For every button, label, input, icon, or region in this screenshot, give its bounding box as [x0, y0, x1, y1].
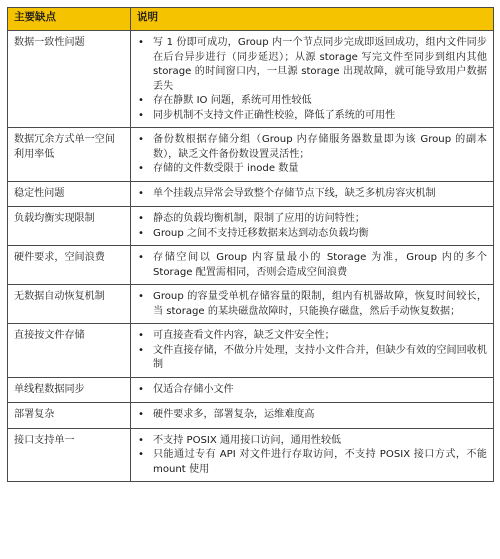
- bullet-icon: •: [138, 95, 144, 106]
- bullet-text: 存储的文件数受限于 inode 数量: [153, 163, 299, 174]
- defect-name: 数据冗余方式单一空间利用率低: [8, 128, 131, 182]
- defect-description: [131, 377, 494, 403]
- table-row: [8, 403, 494, 429]
- table-row: [8, 377, 494, 403]
- defect-name: 稳定性问题: [8, 181, 131, 207]
- table-row: [8, 324, 494, 378]
- defect-name: 硬件要求，空间浪费: [8, 246, 131, 285]
- bullet-icon: •: [138, 213, 144, 224]
- bullet-item: [133, 408, 487, 423]
- bullet-icon: •: [138, 291, 144, 302]
- bullet-item: [133, 109, 487, 124]
- bullet-text: 文件直接存储，不做分片处理，支持小文件合并，但缺少有效的空间回收机制: [153, 344, 487, 370]
- bullet-text: 同步机制不支持文件正确性校验，降低了系统的可用性: [153, 109, 396, 121]
- defect-name: 数据一致性问题: [8, 31, 131, 128]
- bullet-icon: •: [138, 227, 144, 239]
- table-row: [8, 428, 494, 482]
- bullet-list: [133, 434, 487, 478]
- defects-table-container: [7, 7, 493, 482]
- bullet-text: 备份数根据存储分组（Group 内存储服务器数量即为该 Group 的副本数），缺乏文件备份数设置灵活性；: [153, 134, 487, 160]
- bullet-item: [133, 448, 487, 477]
- table-row: [8, 128, 494, 182]
- defect-description: [131, 428, 494, 482]
- table-row: [8, 31, 494, 128]
- bullet-text: 硬件要求多，部署复杂，运维难度高: [153, 409, 315, 420]
- bullet-text: Group 之间不支持迁移数据来达到动态负载均衡: [153, 227, 369, 239]
- bullet-icon: •: [138, 163, 144, 174]
- defect-name: 负载均衡实现限制: [8, 207, 131, 246]
- bullet-icon: •: [138, 434, 144, 446]
- bullet-item: [133, 94, 487, 109]
- bullet-list: [133, 329, 487, 373]
- bullet-item: [133, 227, 487, 242]
- bullet-text: 静态的负载均衡机制，限制了应用的访问特性；: [153, 213, 365, 224]
- bullet-item: [133, 187, 487, 202]
- bullet-item: [133, 329, 487, 344]
- bullet-text: 存在静默 IO 问题，系统可用性较低: [153, 95, 312, 106]
- bullet-text: 不支持 POSIX 通用接口访问，通用性较低: [153, 434, 342, 446]
- bullet-icon: •: [138, 383, 144, 395]
- bullet-list: [133, 251, 487, 280]
- bullet-icon: •: [138, 37, 144, 48]
- bullet-text: 可直接查看文件内容，缺乏文件安全性；: [153, 330, 335, 341]
- bullet-item: [133, 290, 487, 319]
- bullet-item: [133, 133, 487, 162]
- bullet-icon: •: [138, 344, 144, 356]
- bullet-icon: •: [138, 330, 144, 341]
- bullet-list: [133, 383, 487, 398]
- bullet-item: [133, 434, 487, 449]
- defect-name: 部署复杂: [8, 403, 131, 429]
- bullet-icon: •: [138, 109, 144, 121]
- bullet-text: 只能通过专有 API 对文件进行存取访问，不支持 POSIX 接口方式，不能 mount 使用: [153, 449, 487, 475]
- defects-table: [7, 7, 494, 482]
- defect-description: [131, 285, 494, 324]
- bullet-list: [133, 290, 487, 319]
- bullet-item: [133, 383, 487, 398]
- defect-name: 接口支持单一: [8, 428, 131, 482]
- bullet-text: 单个挂载点异常会导致整个存储节点下线，缺乏多机房容灾机制: [153, 187, 436, 199]
- defect-description: [131, 181, 494, 207]
- bullet-icon: •: [138, 409, 144, 420]
- defect-description: [131, 128, 494, 182]
- bullet-item: [133, 251, 487, 280]
- bullet-list: [133, 187, 487, 202]
- bullet-item: [133, 344, 487, 373]
- defect-name: 直接按文件存储: [8, 324, 131, 378]
- bullet-text: 存储空间以 Group 内容量最小的 Storage 为准，Group 内的多个 Storage 配置需相同，否则会造成空间浪费: [153, 252, 487, 278]
- bullet-item: [133, 212, 487, 227]
- table-row: [8, 285, 494, 324]
- defect-description: [131, 403, 494, 429]
- header-description: 说明: [131, 8, 494, 31]
- bullet-list: [133, 133, 487, 177]
- bullet-text: 仅适合存储小文件: [153, 383, 234, 395]
- defect-description: [131, 246, 494, 285]
- bullet-text: 写 1 份即可成功，Group 内一个节点同步完成即返回成功，组内文件同步在后台异步进行（同步延迟）；从源 storage 写完文件至同步到组内其他 storage 的时间窗口内，一旦源 storage 出现故障，就可能导致用户数据丢失: [153, 37, 487, 92]
- bullet-icon: •: [138, 449, 144, 460]
- table-header-row: [8, 8, 494, 31]
- table-row: [8, 207, 494, 246]
- defect-description: [131, 324, 494, 378]
- header-main-defect: 主要缺点: [8, 8, 131, 31]
- bullet-icon: •: [138, 134, 144, 145]
- bullet-list: [133, 408, 487, 423]
- bullet-text: Group 的容量受单机存储容量的限制，组内有机器故障，恢复时间较长，当 storage 的某块磁盘故障时，只能换存磁盘，然后手动恢复数据；: [153, 291, 487, 317]
- defect-name: 无数据自动恢复机制: [8, 285, 131, 324]
- bullet-list: [133, 36, 487, 123]
- table-row: [8, 181, 494, 207]
- defect-description: [131, 31, 494, 128]
- bullet-icon: •: [138, 252, 144, 263]
- defect-name: 单线程数据同步: [8, 377, 131, 403]
- bullet-list: [133, 212, 487, 241]
- bullet-item: [133, 162, 487, 177]
- defect-description: [131, 207, 494, 246]
- bullet-item: [133, 36, 487, 94]
- bullet-icon: •: [138, 187, 144, 199]
- table-row: [8, 246, 494, 285]
